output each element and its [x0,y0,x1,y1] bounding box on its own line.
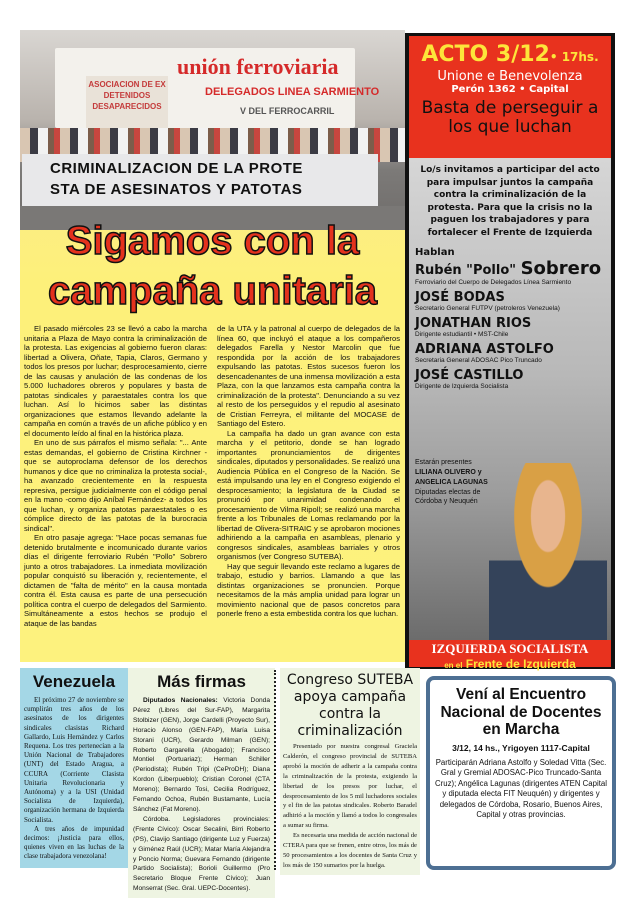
event-poster [405,33,615,669]
dotted-divider [274,670,276,870]
main-speaker [415,258,605,287]
paragraph: A tres años de impunidad decimos: ¡Justicia para ellos, quienes viven en las luchas de la clase trabajadora venezolana! [24,824,124,861]
speaker-role: Dirigente de Izquierda Socialista [415,383,509,390]
article-column-2 [217,324,400,619]
event-time: • 17hs. [549,50,599,64]
article-column-1 [24,324,207,628]
speaker-role: Dirigente estudiantil • MST-Chile [415,331,509,338]
speaker-role: Secretaria General ADOSAC Pico Truncado [415,357,542,364]
guests-label: Estarán presentes [415,459,472,466]
speaker-role: Secretario General FUTPV (petroleros Venezuela) [415,305,560,312]
march-photo [20,30,405,230]
signatures-text: Córdoba. Legisladores provinciales: (Frente Cívico): Oscar Secalini, Birri Roberto (PS), Clavijo Santiago (dirigente Luz y Fuerza) y Giménez Raúl (UCR); Matar María Alejandra y Poncio Norma; Guevara Fernando (dirigente Partido Socialista); Borioli Guillermo (Pro Secretario Bloque Frente Cívico); Juan Monserrat (Sec. Gral. UEPC-Docentes). [133,815,270,893]
box-title: Congreso SUTEBA apoya campaña contra la criminalización [286,672,414,739]
event-date: ACTO 3/12 [421,42,550,67]
paragraph: Es necesaria una medida de acción nacional de CTERA para que se frenen, entre otros, los más de 50 procesamientos a los docentes de Santa Cruz y los más de 150 sumarios por la huelga. [283,832,417,869]
event-details: 3/12, 14 hs., Yrigoyen 1117-Capital [452,742,590,753]
paragraph: Presentado por nuestra congresal Graciela Calderón, el congreso provincial de SUTEBA aprobó la moción de adherir a la campaña contra la criminalización de la protesta, exigiendo la libertad de los presos por luchar, el desprocesamiento de los 5 mil luchadores sociales y el fin de las patotas sindicales. Roberto Baradel adhirió a la moción y llamó a todos lo congresales a sumar su firma. [283,743,417,830]
speaker-photo [489,463,607,640]
box-title: Venezuela [32,672,116,691]
event-slogan: Basta de perseguir a los que luchan [421,98,599,137]
banner-text: STA DE ASESINATOS Y PATOTAS [50,181,303,198]
speaker [415,369,605,391]
speaker [415,317,605,339]
banner-text: unión ferroviaria [177,54,339,79]
banner-text: CRIMINALIZACION DE LA PROTE [50,160,303,177]
paragraph: de la UTA y la patronal al cuerpo de delegados de la línea 60, que incluyó el ataque a los compañeros delegados Farella y Nestor Marcolin que fue respondida por la acción de los trabajadores expulsando las patotas. Estos sucesos fueron los desencadenantes de una inmensa movilización a esta Plaza, con la que lanzamos esta campaña contra la criminalización de la protesta". Denunciando a su vez al resto de los perseguidos y el repudio al asesinato de Cristian Ferreyra, el militante del MOCASE de Santiago del Estero. [217,324,400,428]
speaker-role: Ferroviario del Cuerpo de Delegados Línea Sarmiento [415,279,572,286]
speaker-name: JONATHAN RIOS [415,316,532,331]
box-body: Participarán Adriana Astolfo y Soledad Vitta (Sec. Gral y Gremial ADOSAC-Pico Truncado-Santa Cruz); Angélica Lagunas (dirigentes ATEN Capital y diputada electa FIT Neuquén) y dirigentes y delegados de Córdoba, Rosario, Buenos Aires, Capital y otras provincias. [435,757,607,820]
encuentro-box [426,676,616,870]
invitation-text: Lo/s invitamos a participar del acto para impulsar juntos la campaña contra la criminalización de la protesta. Para que la crisis no la paguen los trabajadores y para fortalecer el Frente de Izquierda [420,165,600,238]
guest-name: LILIANA OLIVERO y [415,469,482,476]
signatures-text: Victoria Donda Pérez (Libres del Sur-FAP), Margarita Stolbizer (GEN), Jorge Cardelli (Proyecto Sur), Horacio Alonso (GEN-FAP), María Luisa Storani (UCR), Gerardo Milman (GEN); Roberto Gargarella (Abogado); Francisco Montiel (Portuariaz); Herman Schiller (Periodista); Rubén Tripi (CeProDH); Diana Kordon (Liberpueblo); Cristian Coronel (CTA Moreno); Bernardo Tosi, Cecilia Rodríguez, Fernando Ochoa, Rubén Bustamante, Lucía Sánchez (Fat Moreno). [133,697,270,813]
venezuela-box [20,668,128,868]
speakers-label: Hablan [415,247,455,258]
paragraph: En uno de sus párrafos el mismo señala: "... Ante estas demandas, el gobierno de Cristina Kirchner -que se autoproclama defensor de los derechos humanos y dice que no criminaliza la protesta social-, ha avanzado crecientemente en la respuesta represiva, persigue judicialmente con el código penal en la mano -como dijo Aníbal Fernández- a todos los que luchan, y organiza patotas paraestatales o es cómplice directo de las patotas de la burocracia sindical". [24,438,207,533]
guests [415,458,488,506]
headline-line: campaña unitaria [47,269,377,313]
headline [20,216,405,316]
banner-text: DELEGADOS LINEA SARMIENTO [205,86,380,98]
box-title: Más firmas [157,672,246,691]
speaker [415,291,605,313]
speaker-name: Rubén "Pollo" [415,263,517,278]
speaker [415,343,605,365]
front-banner [22,154,378,206]
speaker-name: JOSÉ CASTILLO [415,368,524,383]
mas-firmas-box [128,668,275,898]
poster-header [409,36,611,158]
ex-detenidos-banner: ASOCIACION DE EX DETENIDOS DESAPARECIDOS [86,76,168,128]
speaker-name: ADRIANA ASTOLFO [415,342,554,357]
event-title [409,42,611,67]
paragraph: El próximo 27 de noviembre se cumplirán tres años de los asesinatos de los dirigentes sindicales clasistas Richard Gallardo, Luis Hernández y Carlos Requena. Los tres pertenecían a la Unión Nacional de Trabajadores (UNT) del Estado Aragua, a CCURA (Corriente Clasista Unitaria Revolucionaria y Autónoma) y a la USI (Unidad Socialista de Izquierda), organización hermana de Izquierda Socialista. [24,696,124,824]
paragraph: La campaña ha dado un gran avance con esta marcha y el petitorio, donde se han logrado importantes pronunciamientos de dirigentes sindicales, diputados y personalidades. Se realizó una Audiencia Pública en el Congreso de la Nación. Se está impulsando una ley en el Congreso exigiendo el desprocesamiento; la legislatura de la Ciudad se pronunció por unanimidad condenando el procesamiento de Vilma Ripoll; se realizó una marcha frente a los Tribunales de Lomas reclamando por la libertad de Olivera-SITRAIC y se aprobaron mociones adhiriendo a la campaña en asambleas, plenario y congresos sindicales, asambleas barriales y otros organismos (ver Congreso SUTEBA). [217,428,400,561]
signatures-lead: Diputados Nacionales: [143,697,218,704]
speakers-list [409,239,611,391]
box-title: Vení al Encuentro Nacional de Docentes en Marcha [440,686,602,738]
event-address: Perón 1362 • Capital [451,84,569,95]
paragraph: En otro pasaje agrega: "Hace pocas semanas fue detenido brutalmente e incomunicado durante varios días el dirigente ferroviario Rubén "Pollo" Sobrero junto a otros trabajadores. La inmediata movilización popular conquistó su liberación y, recientemente, el dictamen de "falta de mérito" en la causa montada contra él. Esta causa es parte de una persecución política contra el cuerpo de delegados del Sarmiento. Simultáneamente a estos hechos se produjo el ataque de las bandas [24,533,207,628]
main-article [20,30,405,662]
speaker-name: JOSÉ BODAS [415,290,505,305]
paragraph: Hay que seguir llevando este reclamo a lugares de trabajo, estudio y barrios. Llamando a que las distintas organizaciones se pronuncien. Porque necesitamos de la más amplia unidad para lograr un movimiento nacional que de pasos concretos para ponerle freno a esta embestida contra los que luchan. [217,561,400,618]
paragraph: El pasado miércoles 23 se llevó a cabo la marcha unitaria a Plaza de Mayo contra la criminalización de la protesta. Las exigencias al gobierno fueron claras: libertad a Olivera, Oñate, Tapia, Claros, Germano y todos los presos por luchar; desprocesamiento, cierre de las causas y anulación de las condenas de los 5.000 luchadores obreros y populares y basta de patotas sindicales y paraestatales contra los que luchan. Así lo hicimos saber las distintas organizaciones que estamos llevando adelante la campaña en común a través de un afiche público y en el documento leído al final en la histórica plaza. [24,324,207,438]
guest-name: ANGELICA LAGUNAS [415,479,488,486]
event-venue: Unione e Benevolenza [437,69,583,84]
banner-text: V DEL FERROCARRIL [240,106,335,116]
headline-line: Sigamos con la [65,219,360,263]
speaker-surname: Sobrero [520,258,602,279]
guests-role: Diputadas electas de Córdoba y Neuquén [415,489,481,505]
front-name: Frente de Izquierda [465,657,576,671]
party-connector: en el [444,661,463,670]
poster-body [409,158,611,640]
party-name: IZQUIERDA SOCIALISTA [431,641,589,656]
suteba-box [280,668,420,875]
party-banner [409,640,611,671]
